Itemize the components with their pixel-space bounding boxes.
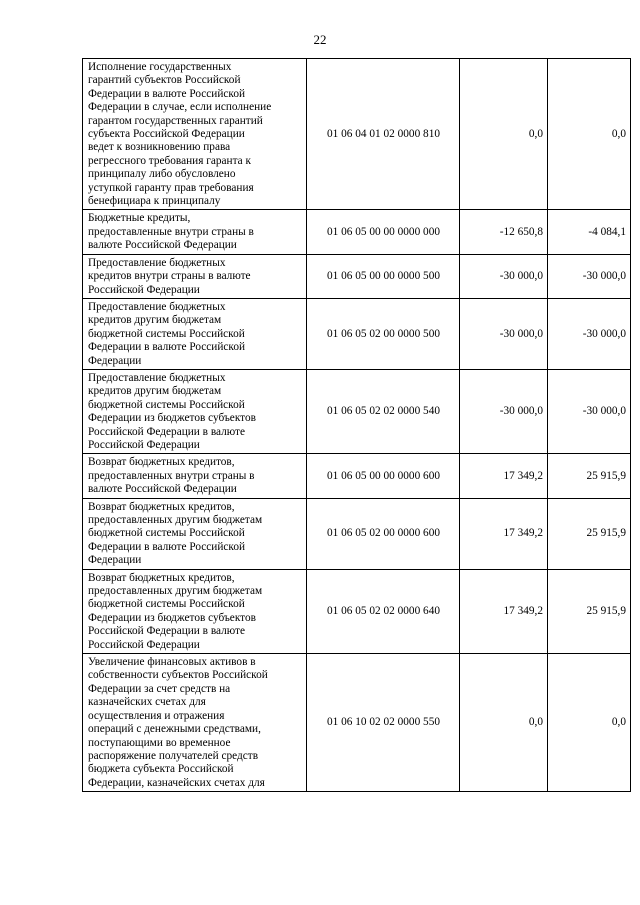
row-name-cell [83,59,307,210]
row-code-cell: 01 06 05 00 00 0000 000 [307,210,460,254]
row-name-line: Возврат бюджетных кредитов, [88,456,235,469]
row-code-cell: 01 06 04 01 02 0000 810 [307,59,460,210]
page-number: 22 [313,32,327,47]
row-name-line: Федерации в валюте Российской [88,341,246,354]
row-name-line: Российской Федерации [88,438,200,451]
row-name-line: бенефициара к принципалу [88,195,221,208]
row-code-cell: 01 06 05 02 02 0000 540 [307,369,460,453]
row-name-line: Федерации из бюджетов субъектов [88,611,256,624]
table-row [83,298,631,369]
row-name-line: Российской Федерации в валюте [88,425,246,438]
row-name-line: Предоставление бюджетных [88,300,226,313]
row-name-line: Федерации [88,554,142,567]
row-value-1-cell: 0,0 [460,654,548,792]
table-row [83,569,631,653]
row-name-line: кредитов другим бюджетам [88,385,222,398]
row-name-line: бюджетной системы Российской [88,527,245,540]
row-name-line: бюджетной системы Российской [88,327,245,340]
row-name-line: принципалу либо обусловлено [88,168,236,181]
row-name-cell [83,369,307,453]
row-name-line: кредитов другим бюджетам [88,314,222,327]
row-name-line: Федерации [88,354,142,367]
row-name-line: предоставленные внутри страны в [88,225,254,238]
row-value-1-cell: -12 650,8 [460,210,548,254]
table-row [83,369,631,453]
row-name-line: Федерации, казначейских счетах для [88,776,265,789]
row-value-2-cell: 0,0 [548,654,631,792]
row-name-line: гарантом государственных гарантий [88,114,263,127]
row-name-cell [83,454,307,498]
table-row [83,654,631,792]
row-value-2-cell: 25 915,9 [548,498,631,569]
row-name-line: регрессного требования гаранта к [88,154,251,167]
row-name-line: предоставленных внутри страны в [88,469,255,482]
row-value-2-cell: -30 000,0 [548,254,631,298]
budget-sources-table [82,58,631,792]
row-name-line: Бюджетные кредиты, [88,212,191,225]
row-value-1-cell: -30 000,0 [460,298,548,369]
row-name-line: собственности субъектов Российской [88,669,268,682]
row-value-2-cell: -4 084,1 [548,210,631,254]
row-value-2-cell: -30 000,0 [548,369,631,453]
row-name-line: Предоставление бюджетных [88,371,226,384]
row-code-cell: 01 06 05 02 02 0000 640 [307,569,460,653]
row-name-line: кредитов внутри страны в валюте [88,270,251,283]
row-name-line: Увеличение финансовых активов в [88,656,256,669]
row-name-line: бюджета субъекта Российской [88,763,234,776]
row-name-line: Исполнение государственных [88,61,232,73]
row-name-line: субъекта Российской Федерации [88,128,245,141]
row-name-line: валюте Российской Федерации [88,483,237,496]
row-name-line: ведет к возникновению права [88,141,231,154]
row-value-1-cell: 17 349,2 [460,498,548,569]
table-row [83,210,631,254]
row-name-line: Федерации из бюджетов субъектов [88,412,256,425]
row-code-cell: 01 06 05 02 00 0000 500 [307,298,460,369]
row-name-line: осуществления и отражения [88,709,225,722]
row-name-line: распоряжение получателей средств [88,749,259,762]
row-name-line: гарантий субъектов Российской [88,74,241,87]
row-value-2-cell: 25 915,9 [548,569,631,653]
row-value-2-cell: 0,0 [548,59,631,210]
row-name-line: уступкой гаранту прав требования [88,181,254,194]
row-name-line: Возврат бюджетных кредитов, [88,571,235,584]
row-value-1-cell: 17 349,2 [460,569,548,653]
row-name-line: Федерации в валюте Российской [88,540,246,553]
row-name-line: предоставленных другим бюджетам [88,585,263,598]
row-value-2-cell: 25 915,9 [548,454,631,498]
row-name-line: предоставленных другим бюджетам [88,514,263,526]
row-name-line: казначейских счетах для [88,696,206,709]
row-value-2-cell: -30 000,0 [548,298,631,369]
row-name-line: Федерации за счет средств на [88,682,231,695]
row-name-line: валюте Российской Федерации [88,239,237,252]
row-name-line: Предоставление бюджетных [88,256,226,269]
row-name-line: Федерации в случае, если исполнение [88,101,272,114]
row-name-line: Российской Федерации в валюте [88,625,246,638]
row-value-1-cell: 17 349,2 [460,454,548,498]
row-name-cell [83,654,307,792]
row-name-line: Российской Федерации [88,283,200,296]
row-code-cell: 01 06 05 00 00 0000 600 [307,454,460,498]
row-name-line: поступающими во временное [88,736,231,749]
row-name-cell [83,498,307,569]
row-name-cell [83,569,307,653]
row-name-line: операций с денежными средствами, [88,723,261,736]
row-name-line: бюджетной системы Российской [88,398,245,411]
table-row [83,254,631,298]
table-body [83,59,631,792]
row-value-1-cell: 0,0 [460,59,548,210]
row-value-1-cell: -30 000,0 [460,254,548,298]
row-name-cell [83,254,307,298]
row-name-cell [83,210,307,254]
table-row [83,454,631,498]
table-row [83,59,631,210]
row-code-cell: 01 06 05 00 00 0000 500 [307,254,460,298]
row-name-line: бюджетной системы Российской [88,598,245,611]
table-row [83,498,631,569]
row-code-cell: 01 06 05 02 00 0000 600 [307,498,460,569]
row-name-line: Возврат бюджетных кредитов, [88,500,235,513]
row-name-line: Российской Федерации [88,638,200,651]
row-name-cell [83,298,307,369]
row-code-cell: 01 06 10 02 02 0000 550 [307,654,460,792]
row-name-line: Федерации в валюте Российской [88,87,246,100]
row-value-1-cell: -30 000,0 [460,369,548,453]
